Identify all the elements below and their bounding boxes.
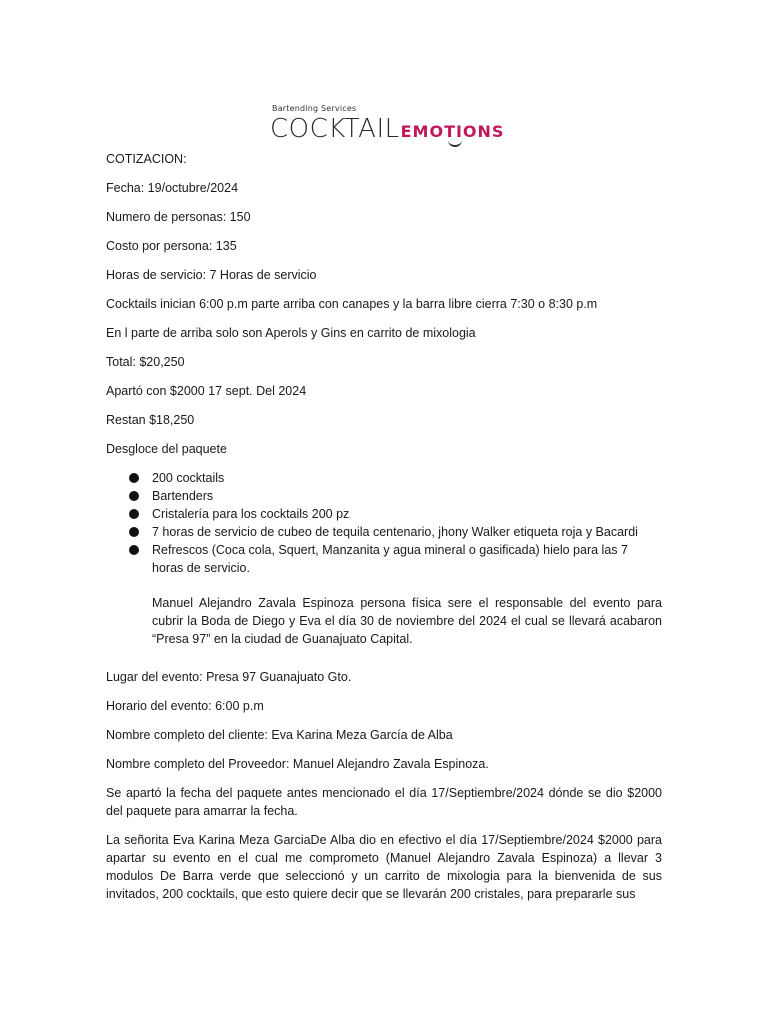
bullet-icon <box>129 473 139 483</box>
bullet-icon <box>129 509 139 519</box>
doc-desgloce: Desgloce del paquete <box>106 442 227 456</box>
list-item <box>106 523 662 541</box>
doc-fecha: Fecha: 19/octubre/2024 <box>106 181 239 195</box>
doc-senorita: La señorita Eva Karina Meza GarciaDe Alba dio en efectivo el día 17/Septiembre/2024 $2000 para apartar su evento en el cual me comprometo (Manuel Alejandro Zavala Espinoza) a llevar 3 modulos De Barra verde que seleccionó y un carrito de mixologia para la bienvenida de sus invitados, 200 cocktails, que esto quiere decir que se llevarán 200 cristales, para prepararle sus <box>106 833 662 901</box>
list-item-text: Refrescos (Coca cola, Squert, Manzanita y agua mineral o gasificada) hielo para las 7 horas de servicio. <box>152 543 628 575</box>
doc-aparto: Apartó con $2000 17 sept. Del 2024 <box>106 384 307 398</box>
package-list <box>106 469 662 577</box>
doc-horario: Horario del evento: 6:00 p.m <box>106 699 264 713</box>
doc-cocktails-inicio: Cocktails inician 6:00 p.m parte arriba con canapes y la barra libre cierra 7:30 o 8:30 p.m <box>106 297 598 311</box>
doc-title: COTIZACION: <box>106 152 187 166</box>
doc-aparto-fecha: Se apartó la fecha del paquete antes mencionado el día 17/Septiembre/2024 dónde se dio $2000 del paquete para amarrar la fecha. <box>106 786 662 818</box>
doc-restan: Restan $18,250 <box>106 413 195 427</box>
doc-horas: Horas de servicio: 7 Horas de servicio <box>106 268 317 282</box>
cocktail-emotions-logo <box>270 104 510 154</box>
logo-cocktail-text: COCKTAIL <box>270 114 400 144</box>
list-item-text: 200 cocktails <box>152 471 225 485</box>
bullet-icon <box>129 527 139 537</box>
list-item <box>106 505 662 523</box>
logo-smile-icon <box>448 138 462 147</box>
list-item <box>106 541 662 577</box>
document-body <box>106 150 662 914</box>
bullet-icon <box>129 545 139 555</box>
doc-personas: Numero de personas: 150 <box>106 210 251 224</box>
logo-emotions-text: EMOTIONS <box>400 122 505 141</box>
doc-costo: Costo por persona: 135 <box>106 239 237 253</box>
list-item <box>106 487 662 505</box>
doc-total: Total: $20,250 <box>106 355 185 369</box>
doc-parte-arriba: En l parte de arriba solo son Aperols y Gins en carrito de mixologia <box>106 326 476 340</box>
bullet-icon <box>129 491 139 501</box>
doc-proveedor: Nombre completo del Proveedor: Manuel Alejandro Zavala Espinoza. <box>106 757 489 771</box>
doc-responsable: Manuel Alejandro Zavala Espinoza persona física sere el responsable del evento para cubrir la Boda de Diego y Eva el día 30 de noviembre del 2024 el cual se llevará acabaron “Presa 97” en la ciudad de Guanajuato Capital. <box>152 596 662 646</box>
list-item-text: 7 horas de servicio de cubeo de tequila centenario, jhony Walker etiqueta roja y Bacardi <box>152 525 638 539</box>
doc-lugar: Lugar del evento: Presa 97 Guanajuato Gto. <box>106 670 352 684</box>
logo-wordmark <box>270 116 504 142</box>
list-item-text: Bartenders <box>152 489 214 503</box>
logo-tagline: Bartending Services <box>272 104 357 113</box>
list-item <box>106 469 662 487</box>
doc-cliente: Nombre completo del cliente: Eva Karina Meza García de Alba <box>106 728 453 742</box>
list-item-text: Cristalería para los cocktails 200 pz <box>152 507 350 521</box>
